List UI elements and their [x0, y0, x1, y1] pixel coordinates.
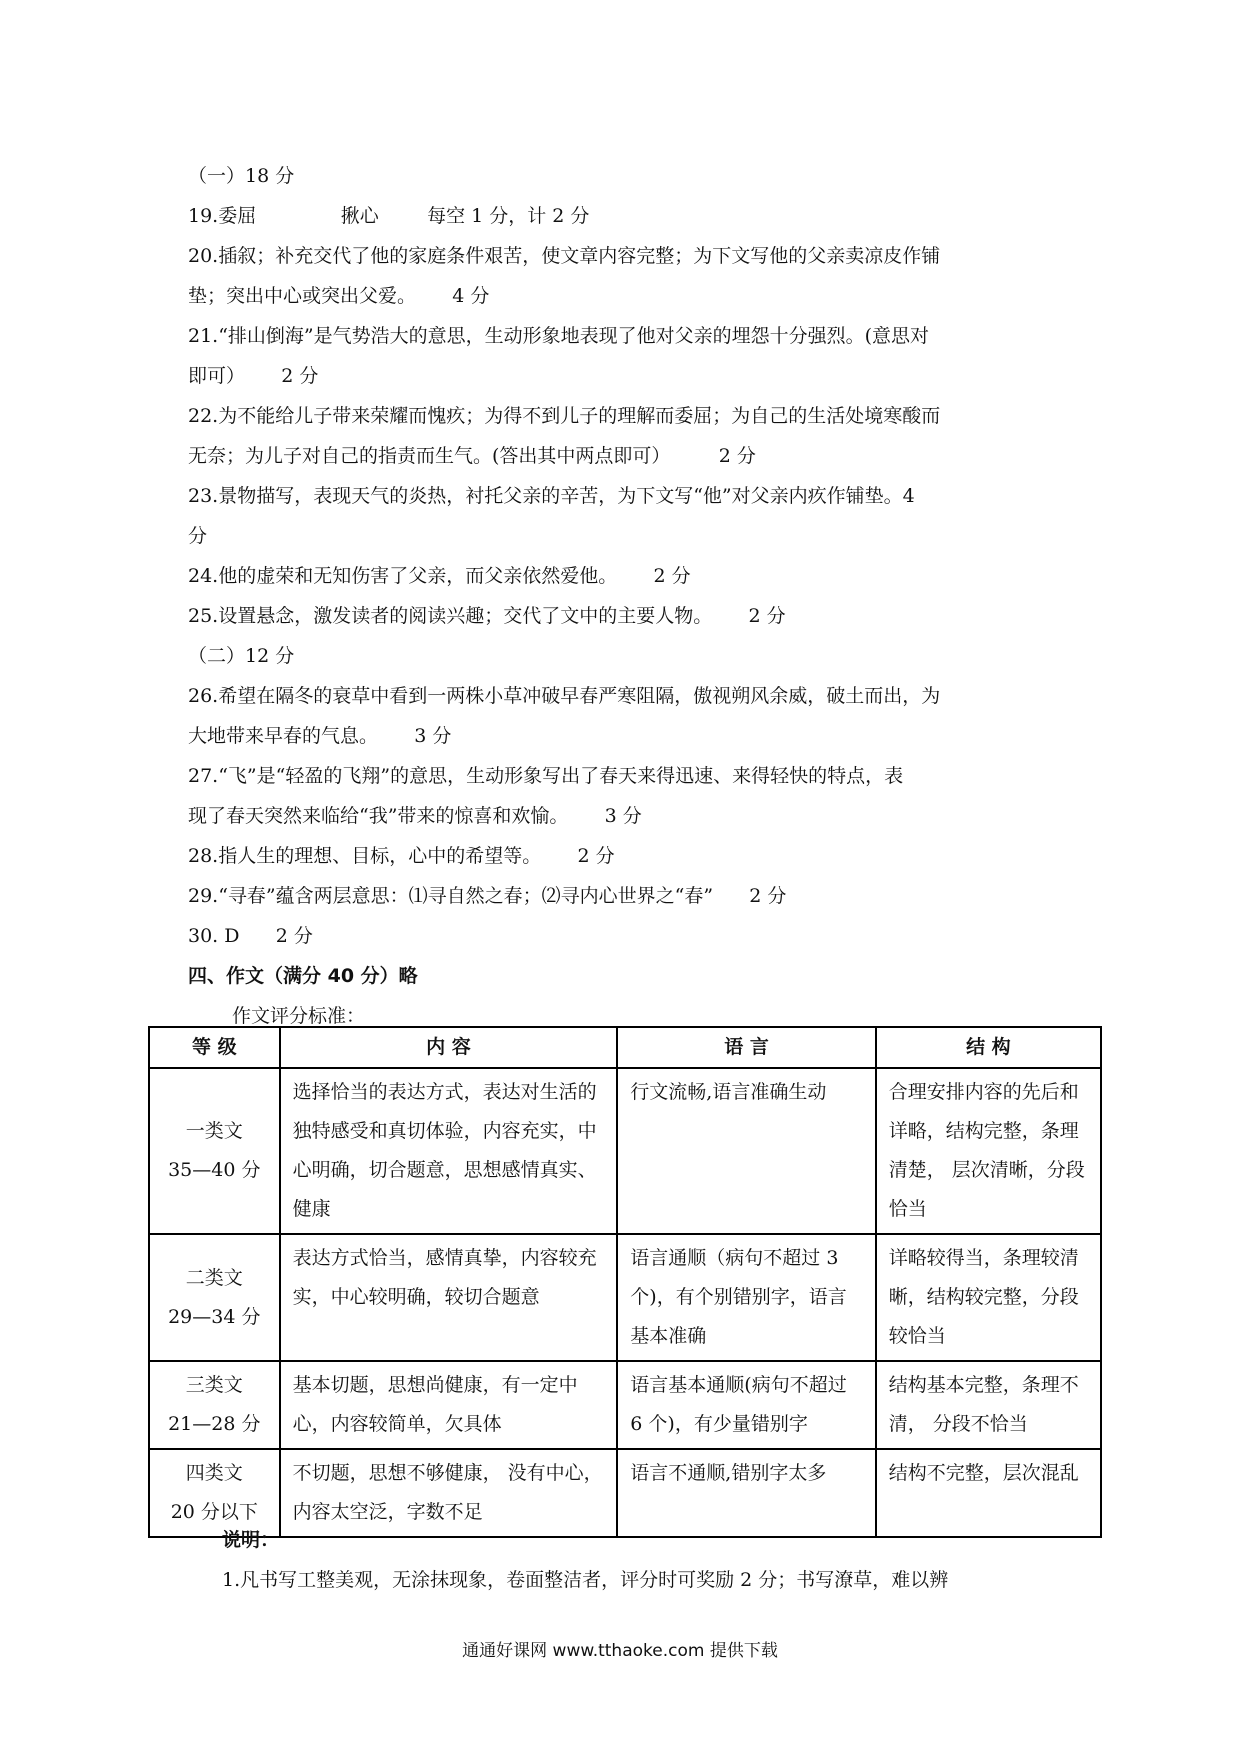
- answer-line: （一）18 分: [188, 165, 295, 187]
- notes-title: 说明：: [222, 1529, 280, 1551]
- grade-label: 三类文: [185, 1374, 243, 1396]
- answer-line: 19.委屈 揪心 每空 1 分，计 2 分: [188, 205, 590, 227]
- header-content: 内 容: [280, 1027, 618, 1068]
- answer-line: 20.插叙；补充交代了他的家庭条件艰苦，使文章内容完整；为下文写他的父亲卖凉皮作铺: [188, 245, 941, 267]
- answer-line: 23.景物描写，表现天气的炎热，衬托父亲的辛苦，为下文写“他”对父亲内疚作铺垫。4: [188, 485, 915, 507]
- answer-line: 30. D 2 分: [188, 925, 313, 947]
- language-cell: 语言通顺（病句不超过 3 个)，有个别错别字，语言基本准确: [617, 1234, 875, 1361]
- answer-line: 26.希望在隔冬的衰草中看到一两株小草冲破早春严寒阻隔，傲视朔风余威，破土而出，为: [188, 685, 941, 707]
- answer-line: 27.“飞”是“轻盈的飞翔”的意思，生动形象写出了春天来得迅速、来得轻快的特点，表: [188, 765, 904, 787]
- content-cell: 选择恰当的表达方式，表达对生活的独特感受和真切体验，内容充实，中心明确，切合题意，思想感情真实、健康: [280, 1068, 618, 1234]
- answer-line: 21.“排山倒海”是气势浩大的意思，生动形象地表现了他对父亲的埋怨十分强烈。(意思对: [188, 325, 930, 347]
- answer-line: 大地带来早春的气息。 3 分: [188, 725, 452, 747]
- answer-line: （二）12 分: [188, 645, 295, 667]
- structure-cell: 合理安排内容的先后和详略，结构完整，条理清楚， 层次清晰，分段恰当: [876, 1068, 1101, 1234]
- answer-line: 即可） 2 分: [188, 365, 319, 387]
- grading-table-header: [149, 1027, 1101, 1068]
- notes-section: [222, 1520, 1102, 1600]
- header-grade: 等 级: [149, 1027, 280, 1068]
- grade-cell: [149, 1234, 280, 1361]
- grading-table: [148, 1026, 1102, 1538]
- grade-label: 二类文: [185, 1266, 243, 1289]
- answer-line: 24.他的虚荣和无知伤害了父亲，而父亲依然爱他。 2 分: [188, 565, 691, 587]
- answer-line: 29.“寻春”蕴含两层意思：⑴寻自然之春；⑵寻内心世界之“春” 2 分: [188, 885, 787, 907]
- table-row: [149, 1068, 1101, 1234]
- answer-line: 28.指人生的理想、目标，心中的希望等。 2 分: [188, 845, 615, 867]
- answer-line: 无奈；为儿子对自己的指责而生气。(答出其中两点即可） 2 分: [188, 445, 756, 467]
- language-cell: 语言不通顺,错别字太多: [617, 1449, 875, 1537]
- content-cell: 基本切题，思想尚健康，有一定中心，内容较简单，欠具体: [280, 1361, 618, 1449]
- grade-cell: [149, 1361, 280, 1449]
- header-language: 语 言: [617, 1027, 875, 1068]
- answer-key: [188, 156, 1068, 1036]
- answer-line: 垫；突出中心或突出父爱。 4 分: [188, 285, 490, 307]
- grade-score: 21—28 分: [168, 1413, 261, 1435]
- language-cell: 语言基本通顺(病句不超过 6 个)，有少量错别字: [617, 1361, 875, 1449]
- grade-score: 29—34 分: [168, 1305, 261, 1328]
- structure-cell: 结构不完整，层次混乱: [876, 1449, 1101, 1537]
- content-cell: 表达方式恰当，感情真挚，内容较充实，中心较明确，较切合题意: [280, 1234, 618, 1361]
- table-row: [149, 1234, 1101, 1361]
- answer-line: 现了春天突然来临给“我”带来的惊喜和欢愉。 3 分: [188, 805, 642, 827]
- answer-line: 25.设置悬念，激发读者的阅读兴趣；交代了文中的主要人物。 2 分: [188, 605, 786, 627]
- grade-label: 一类文: [185, 1120, 243, 1142]
- answer-line: 作文评分标准：: [232, 1005, 366, 1027]
- grade-label: 四类文: [185, 1462, 243, 1484]
- grade-cell: [149, 1068, 280, 1234]
- structure-cell: 结构基本完整，条理不清， 分段不恰当: [876, 1361, 1101, 1449]
- section-heading: 四、作文（满分 40 分）略: [188, 965, 418, 987]
- grade-score: 35—40 分: [168, 1159, 261, 1181]
- note-item: 1.凡书写工整美观，无涂抹现象，卷面整洁者，评分时可奖励 2 分；书写潦草，难以辨: [222, 1569, 949, 1591]
- grade-score: 20 分以下: [170, 1501, 258, 1523]
- content-cell: 不切题，思想不够健康， 没有中心，内容太空泛，字数不足: [280, 1449, 618, 1537]
- structure-cell: 详略较得当，条理较清晰，结构较完整，分段较恰当: [876, 1234, 1101, 1361]
- header-structure: 结 构: [876, 1027, 1101, 1068]
- page-footer: 通通好课网 www.tthaoke.com 提供下载: [462, 1641, 778, 1661]
- language-cell: 行文流畅,语言准确生动: [617, 1068, 875, 1234]
- answer-line: 22.为不能给儿子带来荣耀而愧疚；为得不到儿子的理解而委屈；为自己的生活处境寒酸而: [188, 405, 941, 427]
- answer-line: 分: [188, 525, 208, 547]
- table-row: [149, 1361, 1101, 1449]
